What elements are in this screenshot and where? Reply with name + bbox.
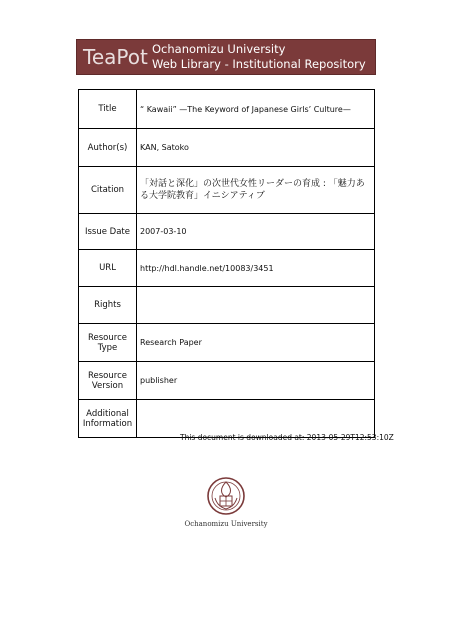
table-row-issue-date: [79, 214, 375, 250]
table-row-resource-version: [79, 362, 375, 400]
table-row-resource-type: [79, 324, 375, 362]
university-name: Ochanomizu University: [184, 520, 268, 528]
label-title: Title: [79, 90, 137, 129]
repository-banner: [76, 39, 376, 75]
label-url: URL: [79, 250, 137, 287]
label-citation: Citation: [79, 167, 137, 214]
label-issue-date: Issue Date: [79, 214, 137, 250]
table-row-title: [79, 90, 375, 129]
download-timestamp-note: This document is downloaded at: 2013-05-29T12:53:10Z: [180, 433, 394, 442]
metadata-table: [78, 89, 375, 438]
table-row-url: [79, 250, 375, 287]
value-citation: 「対話と深化」の次世代女性リーダーの育成 : 「魅力ある大学院教育」イニシアティブ: [137, 167, 375, 214]
value-resource-version: publisher: [137, 362, 375, 400]
label-resource-version: Resource Version: [79, 362, 137, 400]
label-authors: Author(s): [79, 129, 137, 167]
value-issue-date: 2007-03-10: [137, 214, 375, 250]
table-row-additional-information: [79, 400, 375, 438]
value-authors: KAN, Satoko: [137, 129, 375, 167]
value-rights: [137, 287, 375, 324]
banner-university-title: Ochanomizu University: [152, 42, 286, 56]
value-additional-information: [137, 400, 375, 438]
label-rights: Rights: [79, 287, 137, 324]
university-seal-icon: [206, 476, 246, 516]
banner-repository-title: Web Library - Institutional Repository: [152, 57, 366, 71]
table-row-authors: [79, 129, 375, 167]
label-additional-information: Additional Information: [79, 400, 137, 438]
value-title: “ Kawaii” —The Keyword of Japanese Girls’ Culture—: [137, 90, 375, 129]
table-row-citation: [79, 167, 375, 214]
teapot-logo: TeaPot: [83, 45, 148, 69]
value-resource-type: Research Paper: [137, 324, 375, 362]
label-resource-type: Resource Type: [79, 324, 137, 362]
value-url[interactable]: http://hdl.handle.net/10083/3451: [137, 250, 375, 287]
table-row-rights: [79, 287, 375, 324]
